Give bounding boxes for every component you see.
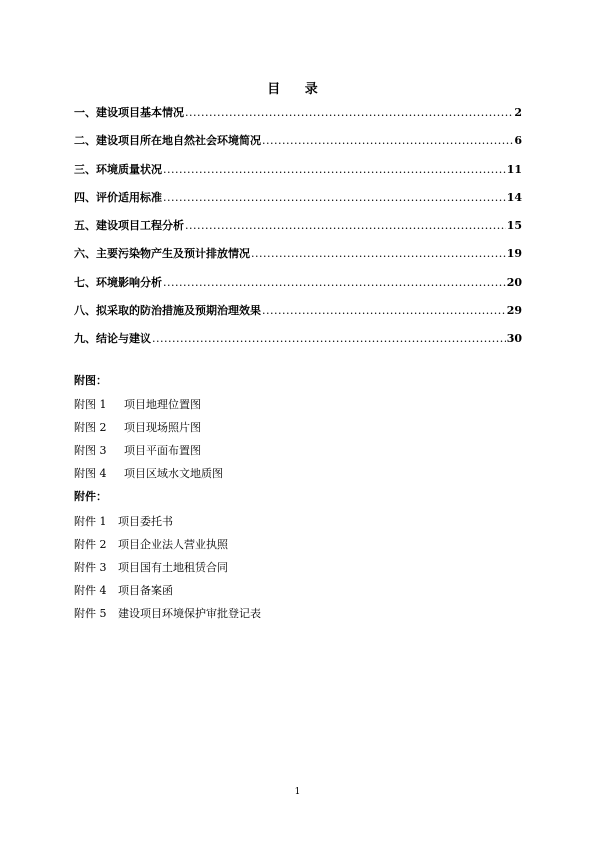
attachment-item bbox=[74, 582, 261, 605]
toc-leader-dots bbox=[163, 276, 506, 289]
figure-number: 附图 3 bbox=[74, 444, 107, 457]
toc-entry[interactable] bbox=[74, 274, 522, 302]
figure-number: 附图 2 bbox=[74, 421, 107, 434]
attachment-number: 附件 5 bbox=[74, 607, 107, 620]
toc-entry[interactable] bbox=[74, 245, 522, 273]
attachment-name: 项目备案函 bbox=[118, 584, 173, 597]
toc-leader-dots bbox=[262, 134, 513, 147]
toc-leader-dots bbox=[262, 304, 506, 317]
toc-entry-page: 2 bbox=[514, 106, 522, 119]
toc-entry-label: 五、建设项目工程分析 bbox=[74, 219, 184, 233]
figure-item bbox=[74, 442, 223, 465]
attachment-item bbox=[74, 513, 261, 536]
toc-entry[interactable] bbox=[74, 330, 522, 358]
toc-leader-dots bbox=[185, 219, 506, 232]
attachment-number: 附件 2 bbox=[74, 538, 107, 551]
attachments-list bbox=[74, 513, 261, 628]
toc-entry-label: 二、建设项目所在地自然社会环境简况 bbox=[74, 134, 261, 148]
attachment-number: 附件 1 bbox=[74, 515, 107, 528]
toc-entry-page: 30 bbox=[506, 332, 522, 346]
attachment-name: 建设项目环境保护审批登记表 bbox=[118, 607, 261, 620]
attachment-item bbox=[74, 605, 261, 628]
page-number: 1 bbox=[294, 787, 301, 797]
toc-entry[interactable] bbox=[74, 161, 522, 189]
toc-entry-label: 一、建设项目基本情况 bbox=[74, 106, 184, 119]
toc-entry-page: 6 bbox=[514, 134, 522, 148]
toc-entry-label: 七、环境影响分析 bbox=[74, 275, 162, 289]
toc-entry-page: 14 bbox=[506, 190, 522, 204]
attachment-name: 项目国有土地租赁合同 bbox=[118, 561, 228, 574]
attachment-number: 附件 3 bbox=[74, 561, 107, 574]
attachment-number: 附件 4 bbox=[74, 584, 107, 597]
toc-entry-page: 19 bbox=[506, 247, 522, 261]
figures-list bbox=[74, 396, 223, 488]
toc-leader-dots bbox=[163, 163, 506, 176]
figure-item bbox=[74, 419, 223, 442]
toc-entry-label: 九、结论与建议 bbox=[74, 332, 151, 346]
toc-entry[interactable] bbox=[74, 302, 522, 330]
toc-entry[interactable] bbox=[74, 132, 522, 160]
toc-entry-page: 11 bbox=[506, 162, 522, 176]
figure-name: 项目地理位置图 bbox=[124, 398, 201, 411]
toc-entry[interactable] bbox=[74, 217, 522, 245]
attachment-item bbox=[74, 559, 261, 582]
toc-entry[interactable] bbox=[74, 189, 522, 217]
toc-entry-page: 15 bbox=[506, 219, 522, 233]
table-of-contents bbox=[74, 104, 522, 359]
toc-entry-page: 20 bbox=[506, 275, 522, 289]
toc-leader-dots bbox=[152, 332, 506, 345]
toc-entry-label: 六、主要污染物产生及预计排放情况 bbox=[74, 247, 250, 261]
toc-entry-label: 三、环境质量状况 bbox=[74, 162, 162, 176]
toc-entry-label: 四、评价适用标准 bbox=[74, 190, 162, 204]
figures-heading: 附图： bbox=[74, 374, 107, 387]
figure-name: 项目区域水文地质图 bbox=[124, 467, 223, 480]
toc-entry[interactable] bbox=[74, 104, 522, 132]
toc-entry-label: 八、拟采取的防治措施及预期治理效果 bbox=[74, 304, 261, 318]
figure-name: 项目现场照片图 bbox=[124, 421, 201, 434]
attachment-item bbox=[74, 536, 261, 559]
figure-item bbox=[74, 396, 223, 419]
figure-item bbox=[74, 465, 223, 488]
attachment-name: 项目委托书 bbox=[118, 515, 173, 528]
page-title: 目 录 bbox=[267, 82, 328, 97]
figure-number: 附图 4 bbox=[74, 467, 107, 480]
figure-number: 附图 1 bbox=[74, 398, 107, 411]
attachment-name: 项目企业法人营业执照 bbox=[118, 538, 228, 551]
toc-leader-dots bbox=[251, 247, 506, 260]
toc-leader-dots bbox=[163, 191, 506, 204]
toc-entry-page: 29 bbox=[506, 304, 522, 318]
attachments-heading: 附件： bbox=[74, 490, 107, 503]
figure-name: 项目平面布置图 bbox=[124, 444, 201, 457]
toc-leader-dots bbox=[185, 106, 513, 119]
